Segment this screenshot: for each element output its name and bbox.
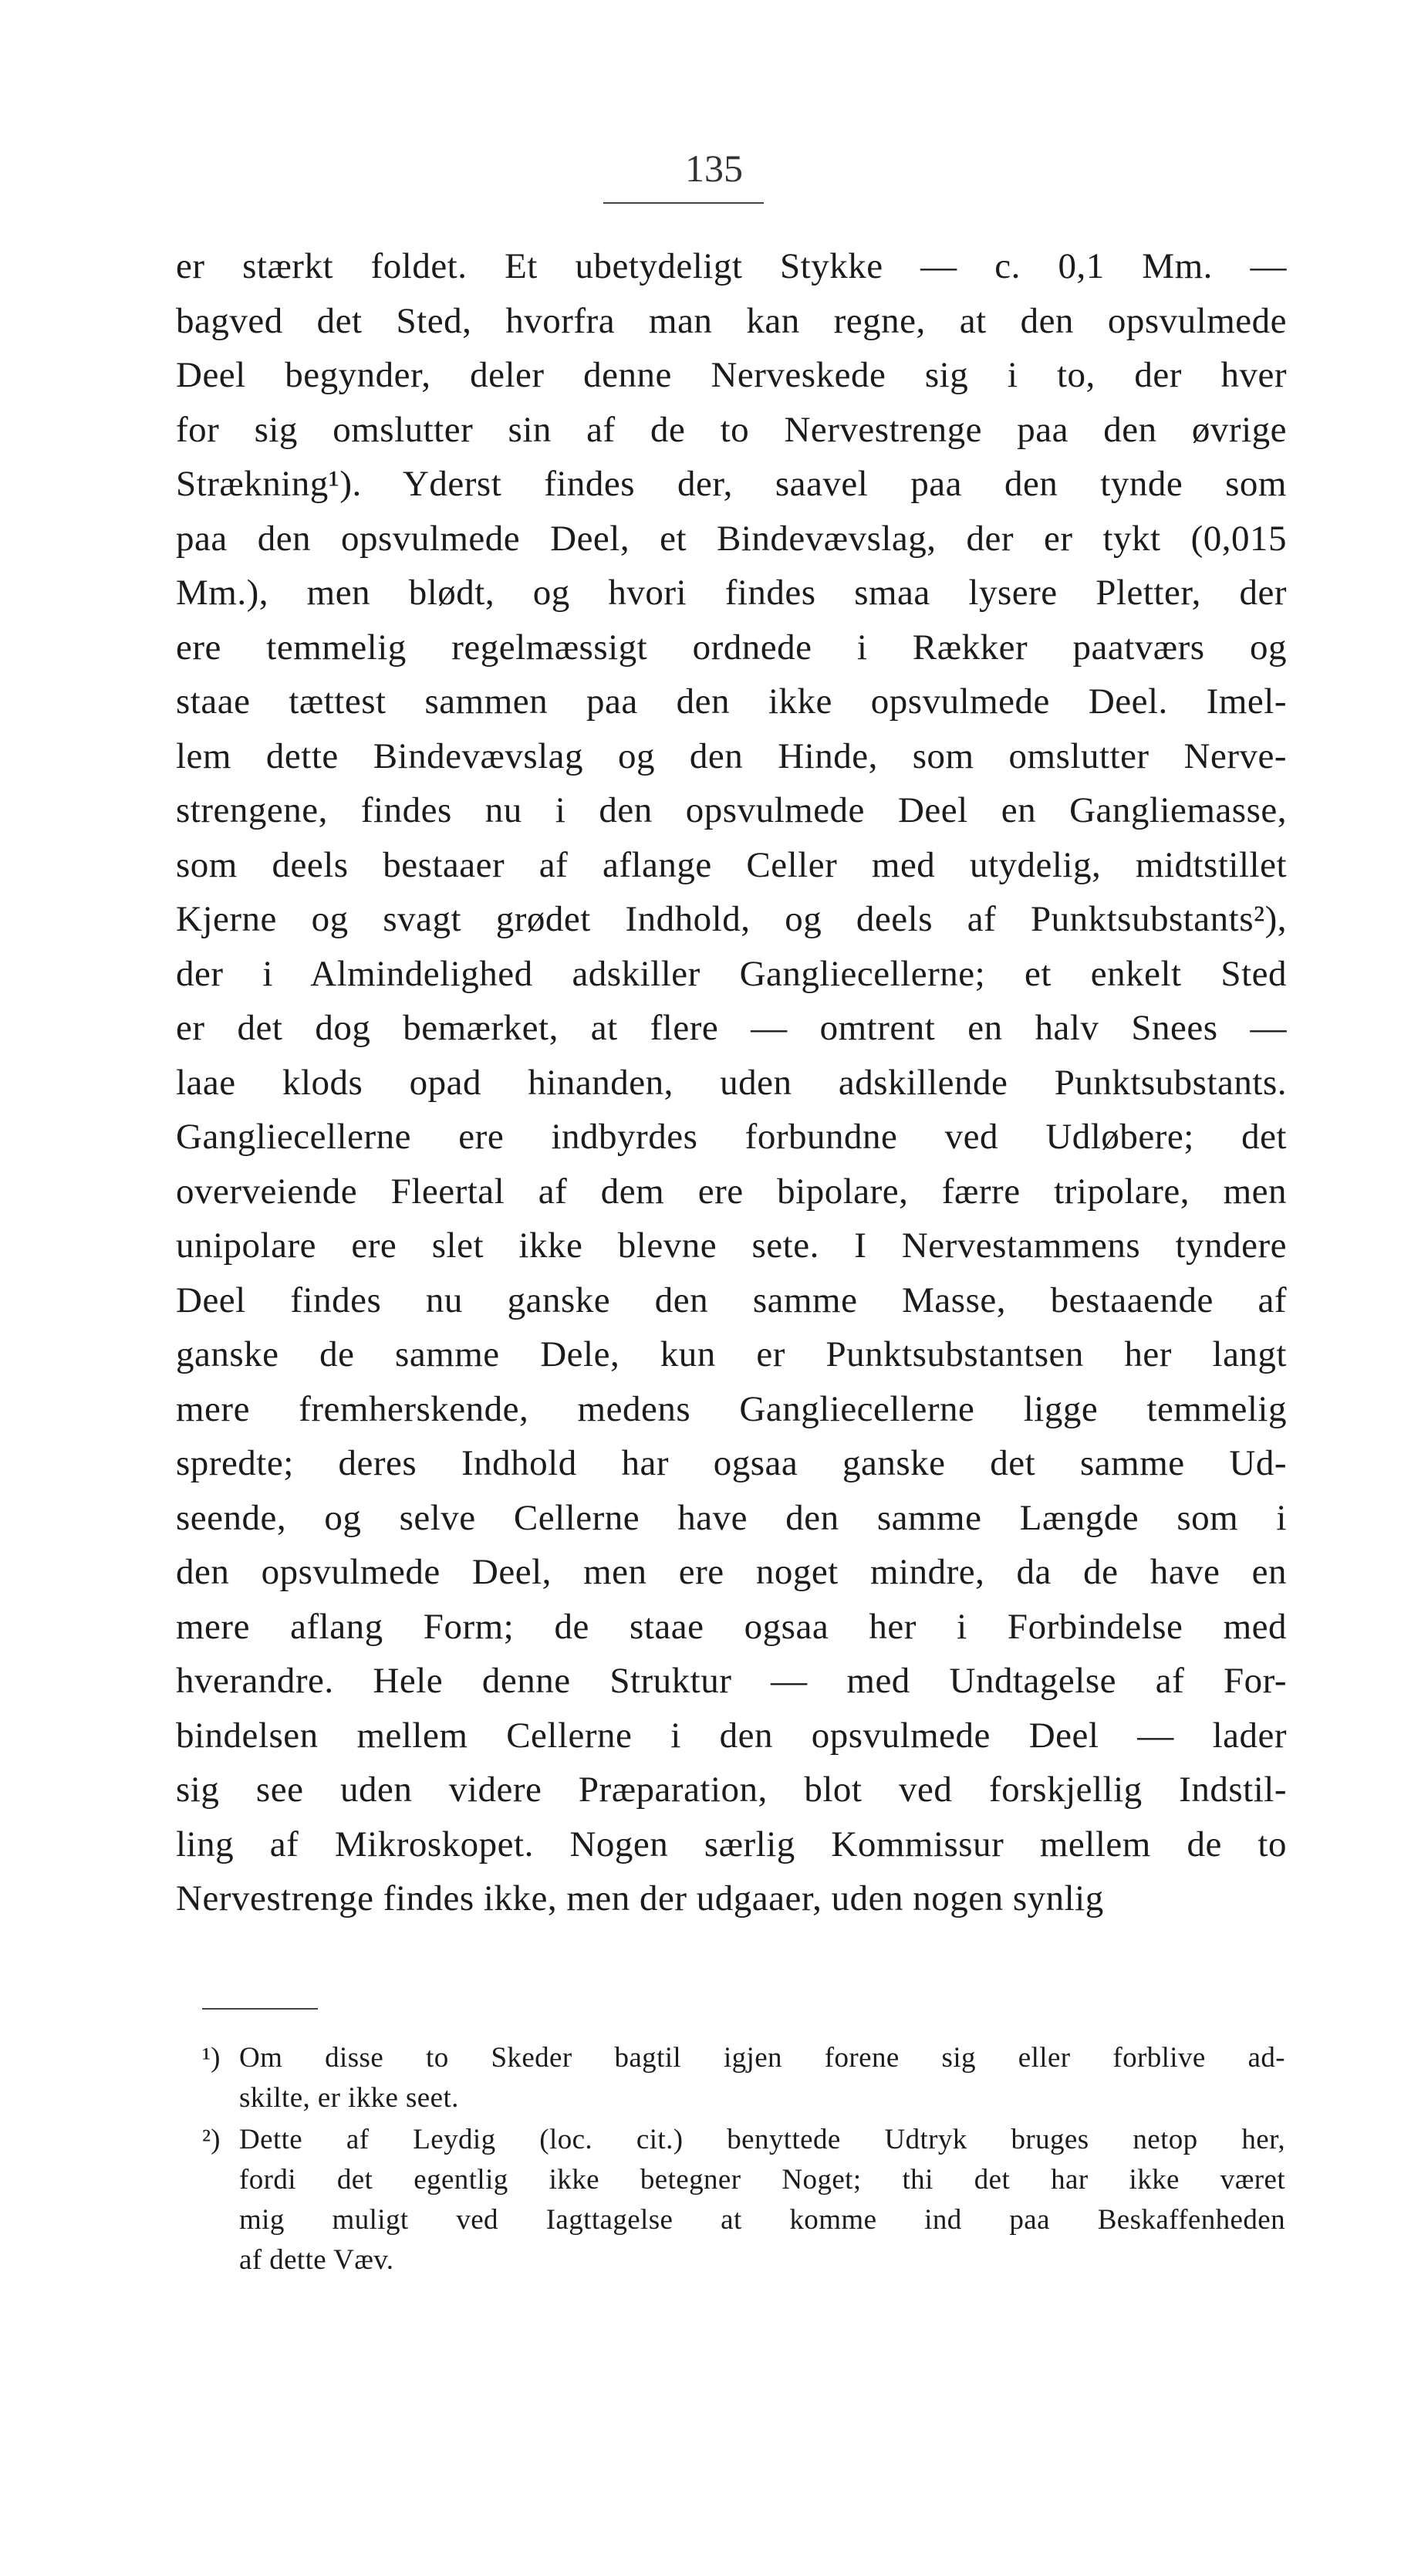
page-number-rule [603,202,764,204]
body-line: Mm.), men blødt, og hvori findes smaa lysere Pletter, der [176,573,1287,613]
body-line: der i Almindelighed adskiller Gangliecellerne; et enkelt Sted [176,953,1287,994]
body-line: ere temmelig regelmæssigt ordnede i Rækker paatværs og [176,627,1287,668]
body-line: Kjerne og svagt grødet Indhold, og deels af Punktsubstants²), [176,899,1287,939]
body-line: staae tættest sammen paa den ikke opsvulmede Deel. Imel- [176,681,1287,722]
footnote-line: fordi det egentlig ikke betegner Noget; thi det har ikke været [239,2164,1285,2196]
body-line: Strækning¹). Yderst findes der, saavel paa den tynde som [176,464,1287,504]
body-line: ganske de samme Dele, kun er Punktsubstantsen her langt [176,1334,1287,1374]
body-line: sig see uden videre Præparation, blot ved forskjellig Indstil- [176,1770,1287,1810]
footnote-marker: ²) [202,2124,221,2155]
page-number: 135 [685,147,743,190]
body-line: er det dog bemærket, at flere — omtrent en halv Snees — [176,1008,1287,1048]
body-line: laae klods opad hinanden, uden adskillende Punktsubstants. [176,1062,1287,1103]
footnote-line: mig muligt ved Iagttagelse at komme ind paa Beskaffenheden [239,2204,1285,2236]
footnote-marker: ¹) [202,2042,221,2074]
body-line: Nervestrenge findes ikke, men der udgaaer, uden nogen synlig [176,1878,1104,1918]
body-line: overveiende Fleertal af dem ere bipolare, færre tripolare, men [176,1171,1287,1212]
footnote-separator [202,2008,318,2010]
body-line: strengene, findes nu i den opsvulmede Deel en Gangliemasse, [176,790,1287,830]
body-line: den opsvulmede Deel, men ere noget mindre, da de have en [176,1552,1287,1592]
body-line: hverandre. Hele denne Struktur — med Undtagelse af For- [176,1661,1287,1701]
body-line: paa den opsvulmede Deel, et Bindevævslag, der er tykt (0,015 [176,518,1287,559]
footnote-line: skilte, er ikke seet. [239,2082,459,2114]
body-text [176,239,1287,1926]
body-line: for sig omslutter sin af de to Nervestrenge paa den øvrige [176,409,1287,450]
body-line: lem dette Bindevævslag og den Hinde, som omslutter Nerve- [176,735,1287,776]
body-line: mere fremherskende, medens Gangliecellerne ligge temmelig [176,1388,1287,1429]
footnote-line: Om disse to Skeder bagtil igjen forene sig eller forblive ad- [239,2042,1285,2074]
footnote-line: af dette Væv. [239,2244,394,2276]
body-line: bagved det Sted, hvorfra man kan regne, at den opsvulmede [176,300,1287,341]
body-line: er stærkt foldet. Et ubetydeligt Stykke — c. 0,1 Mm. — [176,246,1287,286]
body-line: Deel begynder, deler denne Nerveskede sig i to, der hver [176,355,1287,395]
body-line: ling af Mikroskopet. Nogen særlig Kommissur mellem de to [176,1824,1287,1864]
body-line: Gangliecellerne ere indbyrdes forbundne ved Udløbere; det [176,1117,1287,1157]
body-line: unipolare ere slet ikke blevne sete. I Nervestammens tyndere [176,1225,1287,1266]
body-line: bindelsen mellem Cellerne i den opsvulmede Deel — lader [176,1715,1287,1756]
body-line: som deels bestaaer af aflange Celler med utydelig, midtstillet [176,844,1287,885]
footnote-line: Dette af Leydig (loc. cit.) benyttede Udtryk bruges netop her, [239,2124,1285,2155]
body-line: mere aflang Form; de staae ogsaa her i Forbindelse med [176,1606,1287,1647]
body-line: spredte; deres Indhold har ogsaa ganske det samme Ud- [176,1443,1287,1483]
body-line: Deel findes nu ganske den samme Masse, bestaaende af [176,1280,1287,1320]
body-line: seende, og selve Cellerne have den samme Længde som i [176,1497,1287,1538]
